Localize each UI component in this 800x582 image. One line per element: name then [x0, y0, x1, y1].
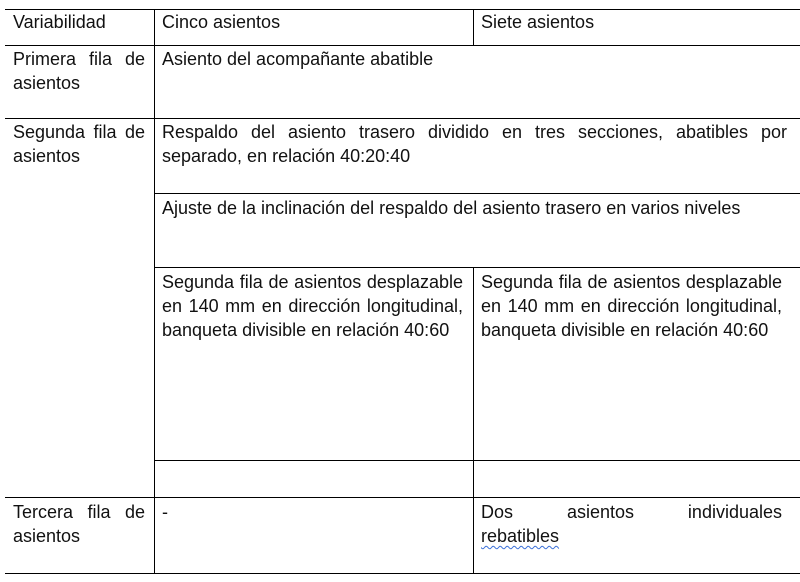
- row2-label: Segunda fila de asientos: [13, 122, 145, 166]
- row2-five-seats-slide: Segunda fila de asientos desplazable en 140 mm en dirección longitudinal, banqueta divisible en relación 40:60: [162, 272, 463, 340]
- spellcheck-word: rebatibles: [481, 526, 560, 546]
- row3-seven-seats: [481, 500, 782, 548]
- row2-seven-seats-slide: Segunda fila de asientos desplazable en 140 mm en dirección longitudinal, banqueta divisible en relación 40:60: [481, 272, 782, 340]
- row1-text: Asiento del acompañante abatible: [162, 49, 434, 69]
- row3-seven-seats-line2: [481, 524, 782, 548]
- header-variabilidad: Variabilidad: [13, 12, 106, 32]
- row3-five-seats: -: [162, 502, 168, 522]
- header-siete-asientos: Siete asientos: [481, 12, 595, 32]
- row3-seven-seats-line1: Dos asientos individuales: [481, 502, 782, 522]
- header-cinco-asientos: Cinco asientos: [162, 12, 281, 32]
- row3-label: Tercera fila de asientos: [13, 502, 145, 546]
- row1-label: Primera fila de asientos: [13, 49, 145, 93]
- row2-backrest-recline: Ajuste de la inclinación del respaldo del asiento trasero en varios niveles: [162, 198, 741, 218]
- row2-rear-backrest-split: Respaldo del asiento trasero dividido en tres secciones, abatibles por separado, en relación 40:20:40: [162, 122, 787, 166]
